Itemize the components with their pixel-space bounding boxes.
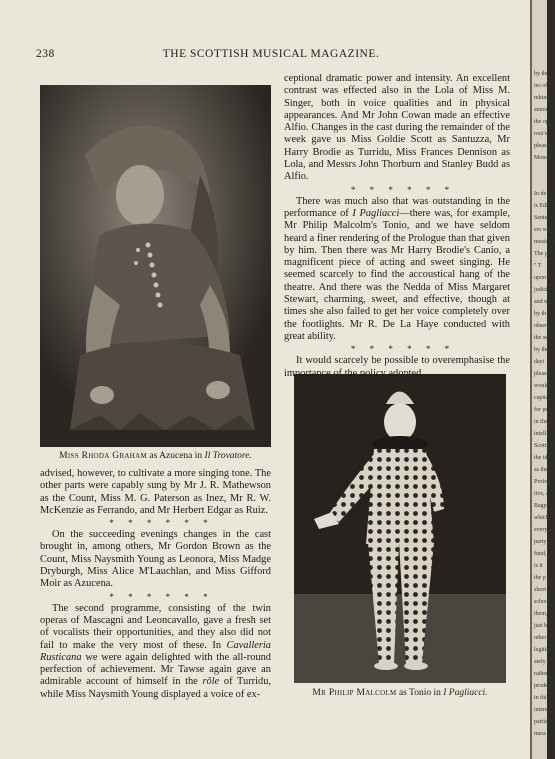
adjacent-page-fragment: is Edir	[534, 203, 550, 209]
adjacent-page-fragment: partial	[534, 719, 550, 725]
section-break: * * * * * *	[350, 344, 456, 355]
adjacent-page-fragment: which	[534, 515, 549, 521]
adjacent-page-fragment: Sente w	[534, 215, 554, 221]
left-column-text	[40, 468, 271, 701]
adjacent-page-fragment: the sel	[534, 335, 550, 341]
adjacent-page-fragment: just b	[534, 623, 548, 629]
adjacent-page-fragment: rather	[534, 671, 548, 677]
photo-azucena	[40, 85, 271, 447]
adjacent-page-fragment: In de	[534, 191, 547, 197]
photo-tonio	[294, 374, 506, 683]
adjacent-page-fragment: Monart	[534, 155, 552, 161]
adjacent-page-fragment: pleasar	[534, 371, 551, 377]
magazine-title: THE SCOTTISH MUSICAL MAGAZINE.	[162, 48, 380, 60]
caption-name: Miss Rhoda Graham	[59, 451, 148, 461]
adjacent-page-fragment: dayt	[534, 359, 545, 365]
adjacent-page-fragment: music re	[534, 239, 555, 245]
adjacent-page-edge	[530, 0, 555, 759]
adjacent-page-fragment: them,	[534, 611, 548, 617]
adjacent-page-fragment: fund,	[534, 551, 547, 557]
section-break: * * * * * *	[109, 518, 214, 529]
photo-azucena-figure	[40, 85, 271, 447]
adjacent-page-fragment: tive, a	[534, 491, 549, 497]
adjacent-page-fragment: school	[534, 599, 550, 605]
paragraph: There was much also that was outstanding in the performance of I Pagliacci—there was, for example, Mr Philip Malcolm's Tonio, and we have seldom heard a finer rendering of the Prologue than that given by him. Then there was Mr Harry Brodie's Canio, a magnificent piece of acting and sweet singing. He seemed scarcely to find the accoustical hang of the theatre. And there was the Nedda of Miss Margaret Stewart, charming, sweet, and effective, though at times she also failed to get her voice completely over the footlights. Mr R. De La Haye conducted with great ability.	[284, 195, 510, 342]
adjacent-page-fragment: rooi's	[534, 131, 548, 137]
paragraph: advised, however, to cultivate a more singing tone. The other parts were capably sung by Mr J. R. Mathewson as the Count, Miss M. G. Paterson as Inez, Mr R. W. McKenzie as Ferrando, and Mr Herbert Edgar as Ruiz.	[40, 468, 271, 516]
caption-text: as Tonio in	[396, 688, 444, 698]
adjacent-page-fragment: The pap	[534, 251, 554, 257]
photo-tonio-caption	[294, 688, 506, 698]
photo-azucena-caption	[40, 451, 271, 461]
caption-name: Mr Philip Malcolm	[312, 688, 397, 698]
adjacent-page-fragment: in thi	[534, 695, 547, 701]
right-column-text	[284, 73, 510, 380]
adjacent-page-fragment: other	[534, 635, 547, 641]
adjacent-page-fragment: ately	[534, 659, 546, 665]
paragraph: ceptional dramatic power and intensity. An excellent contrast was effected also in the Lola of Miss M. Singer, both in voice qualities and in physical appearances. And Mr John Cowan made an effective Alfio. Changes in the cast during the remainder of the week gave us Miss Goldie Scott as Santuzza, Mr Harry Brodie as Turridu, Miss Frances Dennison as Lola, and Messrs John Thorburn and Stanley Budd as Alfio.	[284, 73, 510, 183]
adjacent-page-fragment: every	[534, 527, 548, 533]
adjacent-page-fragment: short	[534, 587, 546, 593]
adjacent-page-fragment: by the	[534, 71, 549, 77]
adjacent-page-fragment: as the	[534, 467, 548, 473]
adjacent-page-fragment: in the	[534, 419, 548, 425]
adjacent-page-fragment: legitim	[534, 647, 551, 653]
paragraph: It would scarcely be possible to overemphasise the importance of the policy adopted	[284, 355, 510, 379]
adjacent-page-fragment: Profes	[534, 479, 550, 485]
adjacent-page-fragment: the opp	[534, 119, 552, 125]
adjacent-page-fragment: Scotti	[534, 443, 549, 449]
section-break: * * * * * *	[350, 184, 456, 195]
photo-tonio-figure	[294, 374, 506, 683]
adjacent-page-fragment: by th	[534, 311, 547, 317]
adjacent-page-fragment: intere	[534, 707, 548, 713]
adjacent-page-fragment: " T	[534, 263, 542, 269]
adjacent-page-fragment: is it	[534, 563, 543, 569]
adjacent-page-fragment: and m	[534, 299, 549, 305]
adjacent-page-fragment: ies of	[534, 83, 548, 89]
page-number: 238	[36, 48, 55, 60]
adjacent-page-fragment: for pr	[534, 407, 548, 413]
adjacent-page-fragment: pleasan	[534, 143, 552, 149]
adjacent-page-fragment: would	[534, 383, 549, 389]
adjacent-page-fragment: mess	[534, 731, 546, 737]
adjacent-page-fragment: ers wi	[534, 227, 549, 233]
adjacent-page-fragment: prodeo	[534, 683, 551, 689]
adjacent-page-fragment: mbine	[534, 95, 549, 101]
adjacent-page-fragment: judici	[534, 287, 548, 293]
adjacent-page-fragment: the p	[534, 575, 546, 581]
section-break: * * * * * *	[109, 591, 214, 602]
adjacent-page-fragment: observ	[534, 323, 550, 329]
caption-text: as Azucena in	[147, 451, 205, 461]
caption-work: I Pagliacci.	[443, 688, 488, 698]
adjacent-page-fragment: party	[534, 539, 547, 545]
caption-work: Il Trovatore.	[204, 451, 252, 461]
paragraph: On the succeeding evenings changes in the cast brought in, among others, Mr Gordon Brown as the Count, Miss Naysmith Young as Leonora, Miss Madge Dryburgh, Miss Alice M'Lauchlan, and Miss Gifford Moir as Azucena.	[40, 529, 271, 590]
adjacent-page-fragment: upon	[534, 275, 546, 281]
adjacent-page-fragment: intelli	[534, 431, 548, 437]
adjacent-page-fragment: capita	[534, 395, 549, 401]
adjacent-page-fragment: Bagp	[534, 503, 547, 509]
adjacent-page-fragment: annou	[534, 107, 549, 113]
adjacent-page-fragment: by the	[534, 347, 549, 353]
paragraph: The second programme, consisting of the twin operas of Mascagni and Leoncavallo, gave a fresh set of vocalists their opportunities, and they also did not fail to make the very most of these. In Cavalleria Rusticana we were again delighted with the all-round perfection of achievement. Mr Tawse again gave an admirable account of himself in the rôle of Turridu, while Miss Naysmith Young displayed a voice of ex-	[40, 602, 271, 700]
adjacent-page-fragment: the ide	[534, 455, 551, 461]
